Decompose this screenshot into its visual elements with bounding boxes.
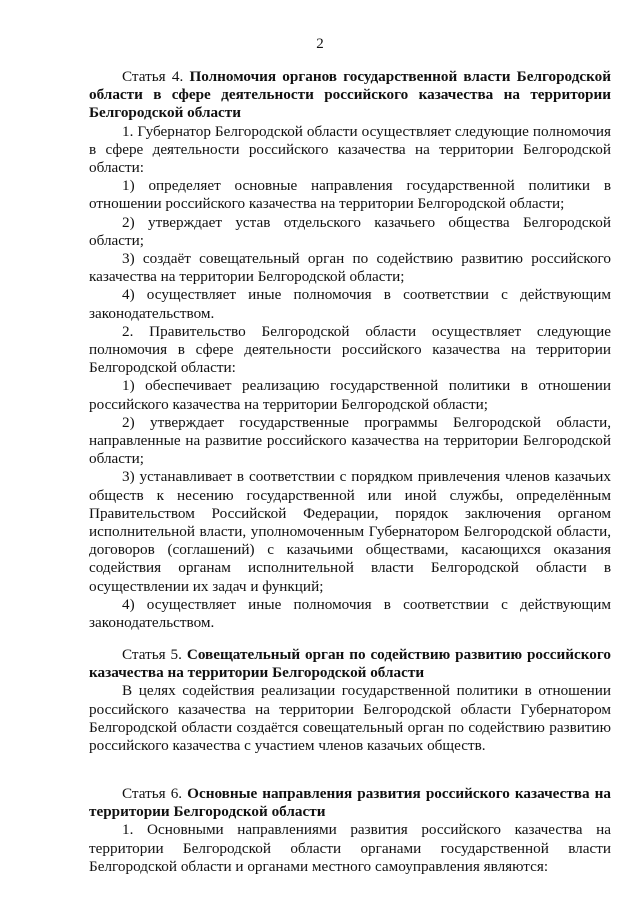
article-6-label: Статья 6. [122, 785, 183, 802]
article-6-title: Основные направления развития российского казачества на территории Белгородской области [89, 785, 611, 821]
article-5-heading [89, 646, 611, 682]
article-4-p1-item-1: 1) определяет основные направления государственной политики в отношении российского казачества на территории Белгородской области; [89, 177, 611, 213]
article-5-body: В целях содействия реализации государственной политики в отношении российского казачества на территории Белгородской области Губернатором Белгородской области создаётся совещательный орган по содействию развитию российского казачества с участием членов казачьих обществ. [89, 682, 611, 755]
article-4-paragraph-1: 1. Губернатор Белгородской области осуществляет следующие полномочия в сфере деятельности российского казачества на территории Белгородской области: [89, 122, 611, 177]
article-4-p1-item-2: 2) утверждает устав отдельского казачьего общества Белгородской области; [89, 213, 611, 249]
article-5-label: Статья 5. [122, 646, 182, 663]
article-4-label: Статья 4. [122, 68, 184, 85]
article-4-p2-item-1: 1) обеспечивает реализацию государственной политики в отношении российского казачества на территории Белгородской области; [89, 377, 611, 413]
article-6 [89, 785, 611, 876]
article-5-title: Совещательный орган по содействию развитию российского казачества на территории Белгородской области [89, 646, 612, 682]
article-4-p2-item-2: 2) утверждает государственные программы Белгородской области, направленные на развитие российского казачества на территории Белгородской области; [89, 413, 611, 468]
article-4-title: Полномочия органов государственной власти Белгородской области в сфере деятельности российского казачества на территории Белгородской области [89, 68, 612, 122]
article-6-paragraph-1: 1. Основными направлениями развития российского казачества на территории Белгородской области органами государственной власти Белгородской области и органами местного самоуправления являются: [89, 821, 611, 875]
article-4-p2-item-3: 3) устанавливает в соответствии с порядком привлечения членов казачьих обществ к несению государственной или иной службы, определённым Правительством Российской Федерации, порядок заключения органом исполнительной власти, уполномоченным Губернатором Белгородской области, договоров (соглашений) с казачьими обществами, касающихся оказания содействия органам исполнительной власти Белгородской области в осуществлении их задач и функций; [89, 468, 611, 595]
article-4-p1-item-3: 3) создаёт совещательный орган по содействию развитию российского казачества на территории Белгородской области; [89, 250, 611, 286]
article-4 [89, 68, 611, 632]
article-6-heading [89, 785, 611, 821]
article-4-paragraph-2: 2. Правительство Белгородской области осуществляет следующие полномочия в сфере деятельности российского казачества на территории Белгородской области: [89, 322, 611, 377]
page-number: 2 [316, 36, 324, 52]
article-4-p2-item-4: 4) осуществляет иные полномочия в соответствии с действующим законодательством. [89, 595, 611, 632]
article-4-heading [89, 68, 611, 123]
article-5 [89, 646, 611, 755]
article-4-p1-item-4: 4) осуществляет иные полномочия в соответствии с действующим законодательством. [89, 286, 611, 322]
